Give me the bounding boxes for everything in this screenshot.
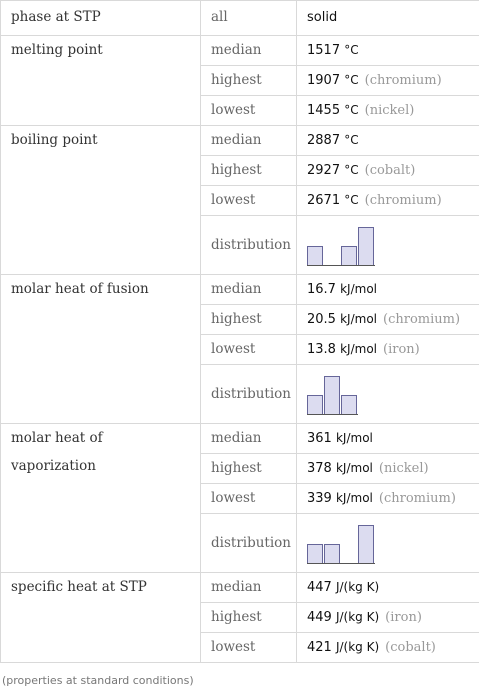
stat-label: highest [201, 454, 297, 484]
value-number: 421 [307, 640, 332, 655]
value-number: 2671 [307, 193, 341, 208]
histogram-bar [324, 544, 340, 564]
property-label: boiling point [1, 126, 201, 275]
histogram-baseline [307, 563, 375, 564]
value-unit: °C [344, 103, 359, 117]
stat-label: highest [201, 603, 297, 633]
stat-label: highest [201, 156, 297, 186]
value-cell [297, 424, 479, 454]
value-number: 13.8 [307, 342, 336, 357]
histogram-bar [307, 395, 323, 415]
property-label: phase at STP [1, 1, 201, 36]
value-number: 16.7 [307, 282, 336, 297]
value-unit: kJ/mol [340, 312, 377, 326]
stat-label: distribution [201, 514, 297, 573]
stat-label: highest [201, 66, 297, 96]
element-note: (chromium) [378, 491, 456, 506]
value-cell [297, 454, 479, 484]
value-unit: kJ/mol [340, 342, 377, 356]
value-text: solid [307, 10, 338, 25]
value-unit: °C [344, 163, 359, 177]
element-note: (iron) [383, 342, 420, 357]
value-cell [297, 573, 479, 603]
stat-label: median [201, 275, 297, 305]
value-unit: J/(kg K) [335, 640, 380, 654]
value-number: 447 [307, 580, 332, 595]
value-number: 361 [307, 431, 332, 446]
value-unit: kJ/mol [335, 431, 373, 445]
value-unit: °C [344, 133, 359, 147]
stat-label: median [201, 573, 297, 603]
value-cell [297, 66, 479, 96]
value-unit: J/(kg K) [335, 580, 380, 594]
property-label: specific heat at STP [1, 573, 201, 663]
value-cell [297, 275, 479, 305]
stat-label: lowest [201, 633, 297, 663]
value-cell [297, 633, 479, 663]
value-number: 20.5 [307, 312, 336, 327]
value-number: 1907 [307, 73, 341, 88]
stat-label: all [201, 1, 297, 36]
value-unit: kJ/mol [335, 461, 373, 475]
table-row [1, 573, 479, 603]
property-label: melting point [1, 36, 201, 126]
stat-label: median [201, 424, 297, 454]
value-cell [297, 603, 479, 633]
table-row [1, 275, 479, 305]
element-note: (chromium) [364, 73, 442, 88]
element-note: (iron) [385, 610, 422, 625]
value-number: 2887 [307, 133, 341, 148]
value-unit: °C [344, 73, 359, 87]
stat-label: median [201, 36, 297, 66]
stat-label: distribution [201, 365, 297, 424]
footnote: (properties at standard conditions) [2, 674, 194, 687]
value-cell [297, 365, 479, 424]
value-cell [297, 156, 479, 186]
value-number: 1517 [307, 43, 341, 58]
value-cell [297, 335, 479, 365]
histogram-bar [341, 246, 357, 266]
value-cell [297, 96, 479, 126]
histogram-bar [358, 525, 374, 564]
element-note: (chromium) [364, 193, 442, 208]
value-cell [297, 1, 479, 36]
table-row [1, 1, 479, 36]
table-row [1, 36, 479, 66]
value-number: 339 [307, 491, 332, 506]
property-label: molar heat of vaporization [1, 424, 201, 573]
histogram-bar [341, 395, 357, 415]
element-note: (nickel) [364, 103, 415, 118]
value-cell [297, 484, 479, 514]
value-number: 378 [307, 461, 332, 476]
value-cell [297, 216, 479, 275]
stat-label: distribution [201, 216, 297, 275]
histogram-bar [307, 544, 323, 564]
histogram-baseline [307, 414, 358, 415]
value-cell [297, 126, 479, 156]
distribution-histogram [307, 224, 377, 266]
value-number: 449 [307, 610, 332, 625]
table-row [1, 424, 479, 454]
value-unit: kJ/mol [335, 491, 373, 505]
element-note: (cobalt) [364, 163, 416, 178]
value-unit: °C [344, 43, 359, 57]
value-cell [297, 36, 479, 66]
histogram-bar [358, 227, 374, 266]
stat-label: highest [201, 305, 297, 335]
stat-label: lowest [201, 186, 297, 216]
histogram-bar [307, 246, 323, 266]
value-number: 1455 [307, 103, 341, 118]
value-unit: °C [344, 193, 359, 207]
value-cell [297, 514, 479, 573]
value-number: 2927 [307, 163, 341, 178]
stat-label: lowest [201, 484, 297, 514]
histogram-baseline [307, 265, 375, 266]
element-note: (cobalt) [385, 640, 436, 655]
value-unit: kJ/mol [340, 282, 377, 296]
distribution-histogram [307, 373, 377, 415]
property-label: molar heat of fusion [1, 275, 201, 424]
value-unit: J/(kg K) [335, 610, 380, 624]
stat-label: lowest [201, 96, 297, 126]
element-note: (chromium) [383, 312, 461, 327]
value-cell [297, 186, 479, 216]
stat-label: median [201, 126, 297, 156]
element-note: (nickel) [378, 461, 429, 476]
value-cell [297, 305, 479, 335]
table-row [1, 126, 479, 156]
stat-label: lowest [201, 335, 297, 365]
histogram-bar [324, 376, 340, 415]
distribution-histogram [307, 522, 377, 564]
